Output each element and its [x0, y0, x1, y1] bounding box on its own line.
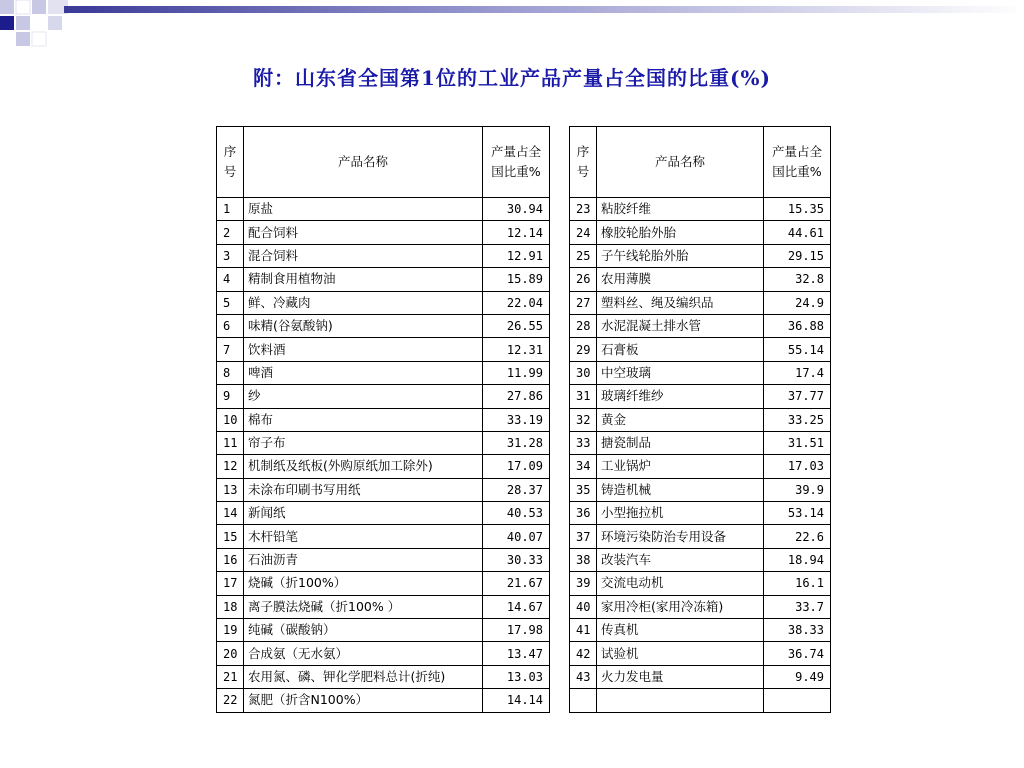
row-number: 35	[570, 478, 597, 501]
table-row	[570, 361, 831, 384]
table-row	[217, 455, 550, 478]
row-number: 15	[217, 525, 244, 548]
row-number: 21	[217, 665, 244, 688]
product-name: 农用氮、磷、钾化学肥料总计(折纯)	[244, 665, 483, 688]
product-name: 传真机	[597, 619, 764, 642]
table-row	[217, 408, 550, 431]
share-value: 29.15	[764, 244, 831, 267]
share-value: 17.4	[764, 361, 831, 384]
product-name: 水泥混凝土排水管	[597, 314, 764, 337]
share-value: 40.07	[483, 525, 550, 548]
seq-header: 序号	[570, 127, 597, 198]
product-name: 小型拖拉机	[597, 502, 764, 525]
table-row	[570, 595, 831, 618]
table-row	[570, 314, 831, 337]
product-name: 石膏板	[597, 338, 764, 361]
table-row	[217, 619, 550, 642]
table-row	[217, 314, 550, 337]
table-row	[217, 478, 550, 501]
product-name: 合成氨（无水氨）	[244, 642, 483, 665]
product-name: 黄金	[597, 408, 764, 431]
row-number: 20	[217, 642, 244, 665]
table-row	[570, 689, 831, 712]
row-number: 19	[217, 619, 244, 642]
row-number: 5	[217, 291, 244, 314]
share-value: 33.25	[764, 408, 831, 431]
share-value: 9.49	[764, 665, 831, 688]
row-number: 26	[570, 268, 597, 291]
share-header: 产量占全国比重%	[764, 127, 831, 198]
table-row	[570, 385, 831, 408]
page-title: 附：山东省全国第1位的工业产品产量占全国的比重(%)	[253, 66, 771, 90]
table-row	[570, 642, 831, 665]
table-row	[217, 291, 550, 314]
table-row	[570, 291, 831, 314]
table-row	[570, 619, 831, 642]
product-name: 味精(谷氨酸钠)	[244, 314, 483, 337]
table-header-row	[217, 127, 550, 198]
row-number: 14	[217, 502, 244, 525]
table-row	[570, 244, 831, 267]
row-number	[570, 689, 597, 712]
table-row	[570, 478, 831, 501]
product-name: 纯碱（碳酸钠）	[244, 619, 483, 642]
name-header: 产品名称	[597, 127, 764, 198]
product-name: 啤酒	[244, 361, 483, 384]
share-value: 13.47	[483, 642, 550, 665]
product-name: 离子膜法烧碱（折100% ）	[244, 595, 483, 618]
share-value: 32.8	[764, 268, 831, 291]
row-number: 36	[570, 502, 597, 525]
row-number: 16	[217, 548, 244, 571]
share-value: 15.35	[764, 198, 831, 221]
row-number: 42	[570, 642, 597, 665]
share-value: 28.37	[483, 478, 550, 501]
product-name: 配合饲料	[244, 221, 483, 244]
row-number: 38	[570, 548, 597, 571]
table-row	[217, 548, 550, 571]
row-number: 4	[217, 268, 244, 291]
share-value: 38.33	[764, 619, 831, 642]
row-number: 10	[217, 408, 244, 431]
share-value: 12.91	[483, 244, 550, 267]
row-number: 31	[570, 385, 597, 408]
table-row	[217, 198, 550, 221]
table-row	[570, 572, 831, 595]
row-number: 7	[217, 338, 244, 361]
seq-header: 序号	[217, 127, 244, 198]
row-number: 34	[570, 455, 597, 478]
share-value: 30.33	[483, 548, 550, 571]
table-row	[570, 431, 831, 454]
table-row	[217, 525, 550, 548]
share-value	[764, 689, 831, 712]
table-row	[217, 595, 550, 618]
share-header: 产量占全国比重%	[483, 127, 550, 198]
product-name: 农用薄膜	[597, 268, 764, 291]
share-value: 33.19	[483, 408, 550, 431]
table-header-row	[570, 127, 831, 198]
share-value: 17.98	[483, 619, 550, 642]
product-name: 中空玻璃	[597, 361, 764, 384]
product-name: 未涂布印刷书写用纸	[244, 478, 483, 501]
product-name: 子午线轮胎外胎	[597, 244, 764, 267]
share-value: 15.89	[483, 268, 550, 291]
product-name: 玻璃纤维纱	[597, 385, 764, 408]
product-name: 试验机	[597, 642, 764, 665]
share-value: 44.61	[764, 221, 831, 244]
product-name: 火力发电量	[597, 665, 764, 688]
table-row	[570, 408, 831, 431]
share-value: 39.9	[764, 478, 831, 501]
table-row	[217, 689, 550, 712]
table-row	[217, 361, 550, 384]
header-decoration	[0, 0, 1024, 60]
share-value: 33.7	[764, 595, 831, 618]
product-name: 原盐	[244, 198, 483, 221]
row-number: 6	[217, 314, 244, 337]
product-name: 棉布	[244, 408, 483, 431]
table-row	[217, 502, 550, 525]
row-number: 2	[217, 221, 244, 244]
product-name: 橡胶轮胎外胎	[597, 221, 764, 244]
share-value: 17.09	[483, 455, 550, 478]
product-name: 铸造机械	[597, 478, 764, 501]
row-number: 40	[570, 595, 597, 618]
share-value: 13.03	[483, 665, 550, 688]
table-row	[217, 665, 550, 688]
row-number: 9	[217, 385, 244, 408]
table-row	[217, 338, 550, 361]
product-name: 纱	[244, 385, 483, 408]
table-row	[570, 198, 831, 221]
share-value: 36.88	[764, 314, 831, 337]
row-number: 39	[570, 572, 597, 595]
product-name: 烧碱（折100%）	[244, 572, 483, 595]
table-row	[570, 455, 831, 478]
row-number: 25	[570, 244, 597, 267]
row-number: 23	[570, 198, 597, 221]
table-row	[217, 642, 550, 665]
row-number: 13	[217, 478, 244, 501]
product-name: 工业锅炉	[597, 455, 764, 478]
row-number: 30	[570, 361, 597, 384]
share-value: 53.14	[764, 502, 831, 525]
share-value: 16.1	[764, 572, 831, 595]
share-value: 37.77	[764, 385, 831, 408]
share-value: 21.67	[483, 572, 550, 595]
row-number: 43	[570, 665, 597, 688]
row-number: 32	[570, 408, 597, 431]
row-number: 24	[570, 221, 597, 244]
share-value: 30.94	[483, 198, 550, 221]
product-name	[597, 689, 764, 712]
product-name: 帘子布	[244, 431, 483, 454]
share-value: 31.28	[483, 431, 550, 454]
row-number: 37	[570, 525, 597, 548]
row-number: 33	[570, 431, 597, 454]
product-name: 粘胶纤维	[597, 198, 764, 221]
share-value: 31.51	[764, 431, 831, 454]
product-name: 机制纸及纸板(外购原纸加工除外)	[244, 455, 483, 478]
share-value: 40.53	[483, 502, 550, 525]
share-value: 36.74	[764, 642, 831, 665]
table-row	[570, 525, 831, 548]
row-number: 27	[570, 291, 597, 314]
product-name: 精制食用植物油	[244, 268, 483, 291]
share-value: 22.04	[483, 291, 550, 314]
table-row	[570, 665, 831, 688]
table-row	[217, 431, 550, 454]
product-name: 混合饲料	[244, 244, 483, 267]
share-value: 22.6	[764, 525, 831, 548]
product-name: 氮肥（折含N100%）	[244, 689, 483, 712]
row-number: 17	[217, 572, 244, 595]
product-name: 新闻纸	[244, 502, 483, 525]
product-name: 交流电动机	[597, 572, 764, 595]
product-name: 饮料酒	[244, 338, 483, 361]
name-header: 产品名称	[244, 127, 483, 198]
row-number: 8	[217, 361, 244, 384]
share-value: 18.94	[764, 548, 831, 571]
product-name: 环境污染防治专用设备	[597, 525, 764, 548]
table-row	[570, 502, 831, 525]
product-name: 石油沥青	[244, 548, 483, 571]
products-table-right	[569, 126, 831, 713]
row-number: 11	[217, 431, 244, 454]
share-value: 12.31	[483, 338, 550, 361]
table-row	[217, 268, 550, 291]
row-number: 29	[570, 338, 597, 361]
share-value: 12.14	[483, 221, 550, 244]
product-name: 木杆铅笔	[244, 525, 483, 548]
share-value: 14.67	[483, 595, 550, 618]
product-name: 鲜、冷藏肉	[244, 291, 483, 314]
share-value: 14.14	[483, 689, 550, 712]
row-number: 22	[217, 689, 244, 712]
share-value: 55.14	[764, 338, 831, 361]
share-value: 24.9	[764, 291, 831, 314]
table-row	[570, 221, 831, 244]
table-row	[217, 572, 550, 595]
table-row	[217, 221, 550, 244]
table-row	[217, 385, 550, 408]
products-table-left	[216, 126, 550, 713]
table-row	[570, 338, 831, 361]
share-value: 27.86	[483, 385, 550, 408]
product-name: 家用冷柜(家用冷冻箱)	[597, 595, 764, 618]
row-number: 28	[570, 314, 597, 337]
table-row	[217, 244, 550, 267]
row-number: 18	[217, 595, 244, 618]
row-number: 12	[217, 455, 244, 478]
row-number: 3	[217, 244, 244, 267]
product-name: 改装汽车	[597, 548, 764, 571]
product-name: 塑料丝、绳及编织品	[597, 291, 764, 314]
share-value: 17.03	[764, 455, 831, 478]
table-row	[570, 268, 831, 291]
product-name: 搪瓷制品	[597, 431, 764, 454]
row-number: 41	[570, 619, 597, 642]
table-row	[570, 548, 831, 571]
share-value: 11.99	[483, 361, 550, 384]
share-value: 26.55	[483, 314, 550, 337]
row-number: 1	[217, 198, 244, 221]
